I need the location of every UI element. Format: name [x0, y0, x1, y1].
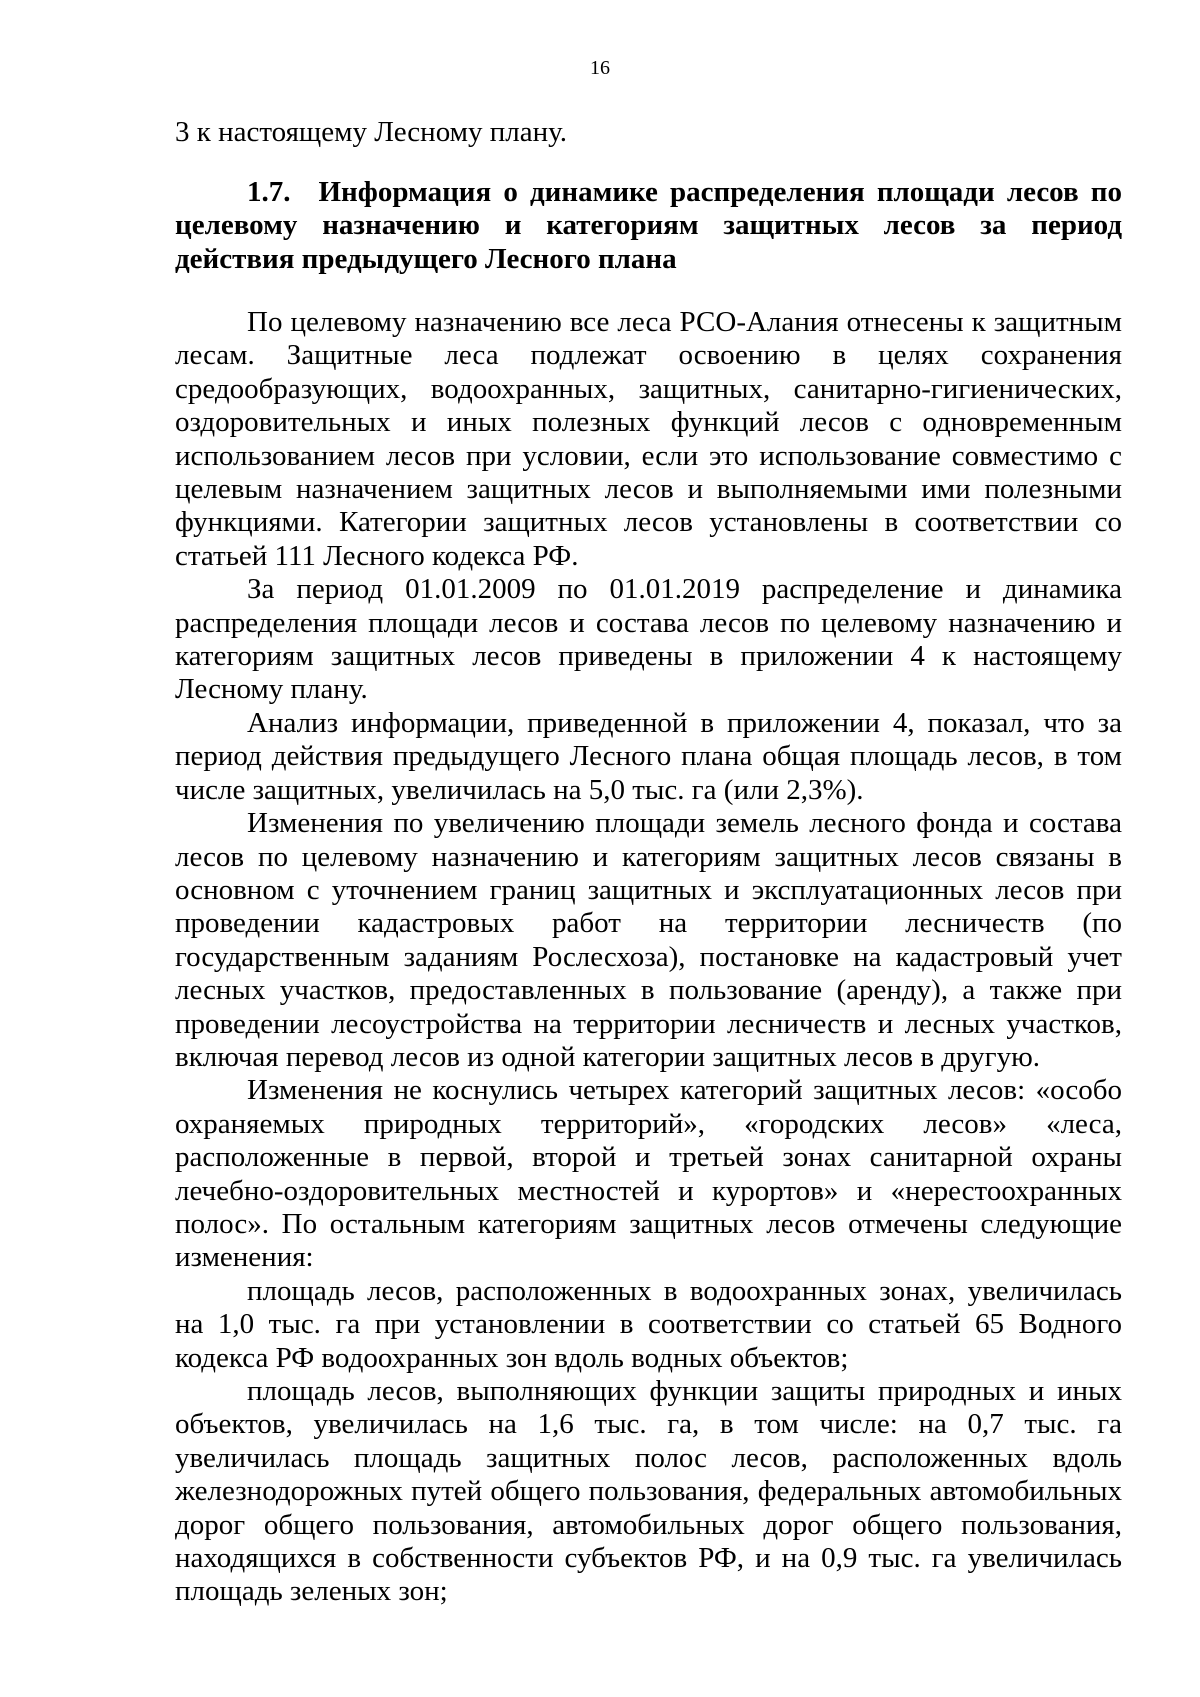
section-body: [175, 306, 1122, 1609]
page-number: 16: [590, 57, 610, 79]
paragraph: Изменения по увеличению площади земель лесного фонда и состава лесов по целевому назначению и категориям защитных лесов связаны в основном с уточнением границ защитных и эксплуатационных лесов при проведении кадастровых работ на территории лесничеств (по государственным заданиям Рослесхоза), постановке на кадастровый учет лесных участков, предоставленных в пользование (аренду), а также при проведении лесоустройства на территории лесничеств и лесных участков, включая перевод лесов из одной категории защитных лесов в другую.: [175, 807, 1122, 1073]
page-content: [175, 116, 1122, 1609]
paragraph: За период 01.01.2009 по 01.01.2019 распределение и динамика распределения площади лесов и состава лесов по целевому назначению и категориям защитных лесов приведены в приложении 4 к настоящему Лесному плану.: [175, 573, 1122, 706]
section-number: 1.7.: [247, 175, 291, 208]
paragraph: Изменения не коснулись четырех категорий защитных лесов: «особо охраняемых природных территорий», «городских лесов» «леса, расположенные в первой, второй и третьей зонах санитарной охраны лечебно-оздоровительных местностей и курортов» и «нерестоохранных полос». По остальным категориям защитных лесов отмечены следующие изменения:: [175, 1074, 1122, 1274]
section-title: Информация о динамике распределения площади лесов по целевому назначению и категориям защитных лесов за период действия предыдущего Лесного плана: [175, 175, 1122, 275]
paragraph: По целевому назначению все леса РСО-Алания отнесены к защитным лесам. Защитные леса подлежат освоению в целях сохранения средообразующих, водоохранных, защитных, санитарно-гигиенических, оздоровительных и иных полезных функций лесов с одновременным использованием лесов при условии, если это использование совместимо с целевым назначением защитных лесов и выполняемыми ими полезными функциями. Категории защитных лесов установлены в соответствии со статьей 111 Лесного кодекса РФ.: [175, 306, 1122, 572]
list-item-paragraph: площадь лесов, выполняющих функции защиты природных и иных объектов, увеличилась на 1,6 тыс. га, в том числе: на 0,7 тыс. га увеличилась площадь защитных полос лесов, расположенных вдоль железнодорожных путей общего пользования, федеральных автомобильных дорог общего пользования, автомобильных дорог общего пользования, находящихся в собственности субъектов РФ, и на 0,9 тыс. га увеличилась площадь зеленых зон;: [175, 1375, 1122, 1608]
intro-line: 3 к настоящему Лесному плану.: [175, 116, 567, 148]
section-heading: [175, 176, 1122, 277]
paragraph: Анализ информации, приведенной в приложении 4, показал, что за период действия предыдущего Лесного плана общая площадь лесов, в том числе защитных, увеличилась на 5,0 тыс. га (или 2,3%).: [175, 706, 1122, 806]
list-item-paragraph: площадь лесов, расположенных в водоохранных зонах, увеличилась на 1,0 тыс. га при установлении в соответствии со статьей 65 Водного кодекса РФ водоохранных зон вдоль водных объектов;: [175, 1274, 1122, 1374]
